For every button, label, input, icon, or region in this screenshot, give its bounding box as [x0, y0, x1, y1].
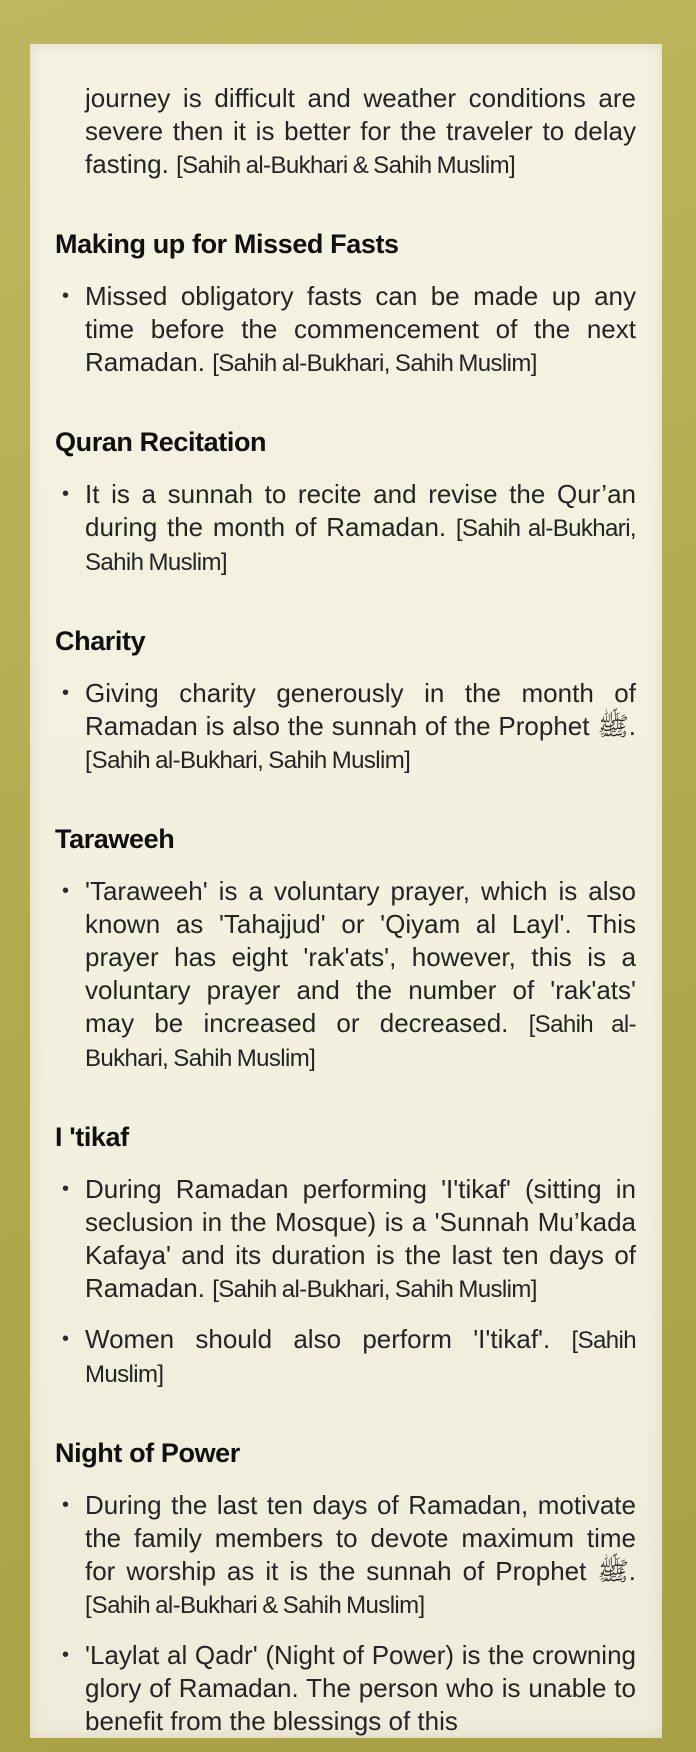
- bullet-icon: •: [62, 1328, 70, 1350]
- section-making-up-for-missed-fasts: [55, 229, 636, 380]
- document-page: [30, 44, 662, 1738]
- section-heading: Night of Power: [55, 1438, 240, 1468]
- bullet-text: 'Taraweeh' is a voluntary prayer, which is also known as 'Tahajjud' or 'Qiyam al Layl'. This prayer has eight 'rak'ats', however, this is a voluntary prayer and the number of 'rak'ats' may be increased or decreased.: [85, 876, 636, 1038]
- bullet-paragraph: [85, 280, 636, 380]
- paragraph-text: journey is difficult and weather conditions are severe then it is better for the traveler to delay fasting.: [85, 83, 636, 179]
- bullet-item: [55, 280, 636, 380]
- bullet-text: Giving charity generously in the month of Ramadan is also the sunnah of the Prophet ﷺ.: [85, 678, 636, 741]
- section-itikaf: [55, 1122, 636, 1391]
- citation: [Sahih Muslim]: [85, 1327, 636, 1388]
- bullet-text: 'Laylat al Qadr' (Night of Power) is the crowning glory of Ramadan. The person who is unable to benefit from the blessings of this: [85, 1640, 636, 1736]
- bullet-paragraph: [85, 1173, 636, 1306]
- bullet-icon: •: [62, 1644, 70, 1666]
- bullet-paragraph: [85, 677, 636, 777]
- bullet-paragraph: [85, 1639, 636, 1738]
- section-heading: Taraweeh: [55, 824, 175, 854]
- bullet-text: It is a sunnah to recite and revise the Qur’an during the month of Ramadan.: [85, 479, 636, 542]
- citation: [Sahih al-Bukhari, Sahih Muslim]: [212, 350, 537, 377]
- bullet-icon: •: [62, 285, 70, 307]
- bullet-icon: •: [62, 880, 70, 902]
- citation: [Sahih al-Bukhari & Sahih Muslim]: [176, 152, 516, 179]
- citation: [Sahih al-Bukhari, Sahih Muslim]: [212, 1276, 537, 1303]
- bullet-paragraph: [85, 478, 636, 579]
- bullet-paragraph: [85, 875, 636, 1075]
- section-night-of-power: [55, 1438, 636, 1738]
- bullet-paragraph: [85, 1323, 636, 1391]
- citation: [Sahih al-Bukhari & Sahih Muslim]: [85, 1592, 426, 1619]
- section-heading: I 'tikaf: [55, 1122, 129, 1152]
- bullet-item: [55, 677, 636, 777]
- bullet-icon: •: [62, 682, 70, 704]
- bullet-icon: •: [62, 1178, 70, 1200]
- section-quran-recitation: [55, 427, 636, 579]
- bullet-icon: •: [62, 1494, 70, 1516]
- bullet-item: [55, 1173, 636, 1306]
- section-heading: Charity: [55, 626, 146, 656]
- citation: [Sahih al-Bukhari, Sahih Muslim]: [85, 747, 411, 774]
- bullet-text: During Ramadan performing 'I'tikaf' (sitting in seclusion in the Mosque) is a 'Sunnah Mu’kada Kafaya' and its duration is the last ten days of Ramadan.: [85, 1174, 636, 1303]
- bullet-paragraph: [85, 1489, 636, 1622]
- bullet-item: [55, 875, 636, 1075]
- bullet-item: [55, 1323, 636, 1391]
- bullet-item: [55, 1639, 636, 1738]
- section-taraweeh: [55, 824, 636, 1075]
- section-heading: Making up for Missed Fasts: [55, 229, 399, 259]
- bullet-icon: •: [62, 483, 70, 505]
- citation: [Sahih al-Bukhari, Sahih Muslim]: [85, 515, 636, 576]
- bullet-text: Missed obligatory fasts can be made up any time before the commencement of the next Ramadan.: [85, 281, 636, 377]
- bullet-text: Women should also perform 'I'tikaf'.: [85, 1324, 551, 1354]
- continuation-paragraph: [85, 82, 636, 182]
- bullet-text: During the last ten days of Ramadan, motivate the family members to devote maximum time for worship as it is the sunnah of Prophet ﷺ.: [85, 1490, 636, 1586]
- bullet-item: [55, 1489, 636, 1622]
- bullet-item: [55, 478, 636, 579]
- section-charity: [55, 626, 636, 777]
- citation: [Sahih al-Bukhari, Sahih Muslim]: [85, 1011, 636, 1072]
- section-heading: Quran Recitation: [55, 427, 267, 457]
